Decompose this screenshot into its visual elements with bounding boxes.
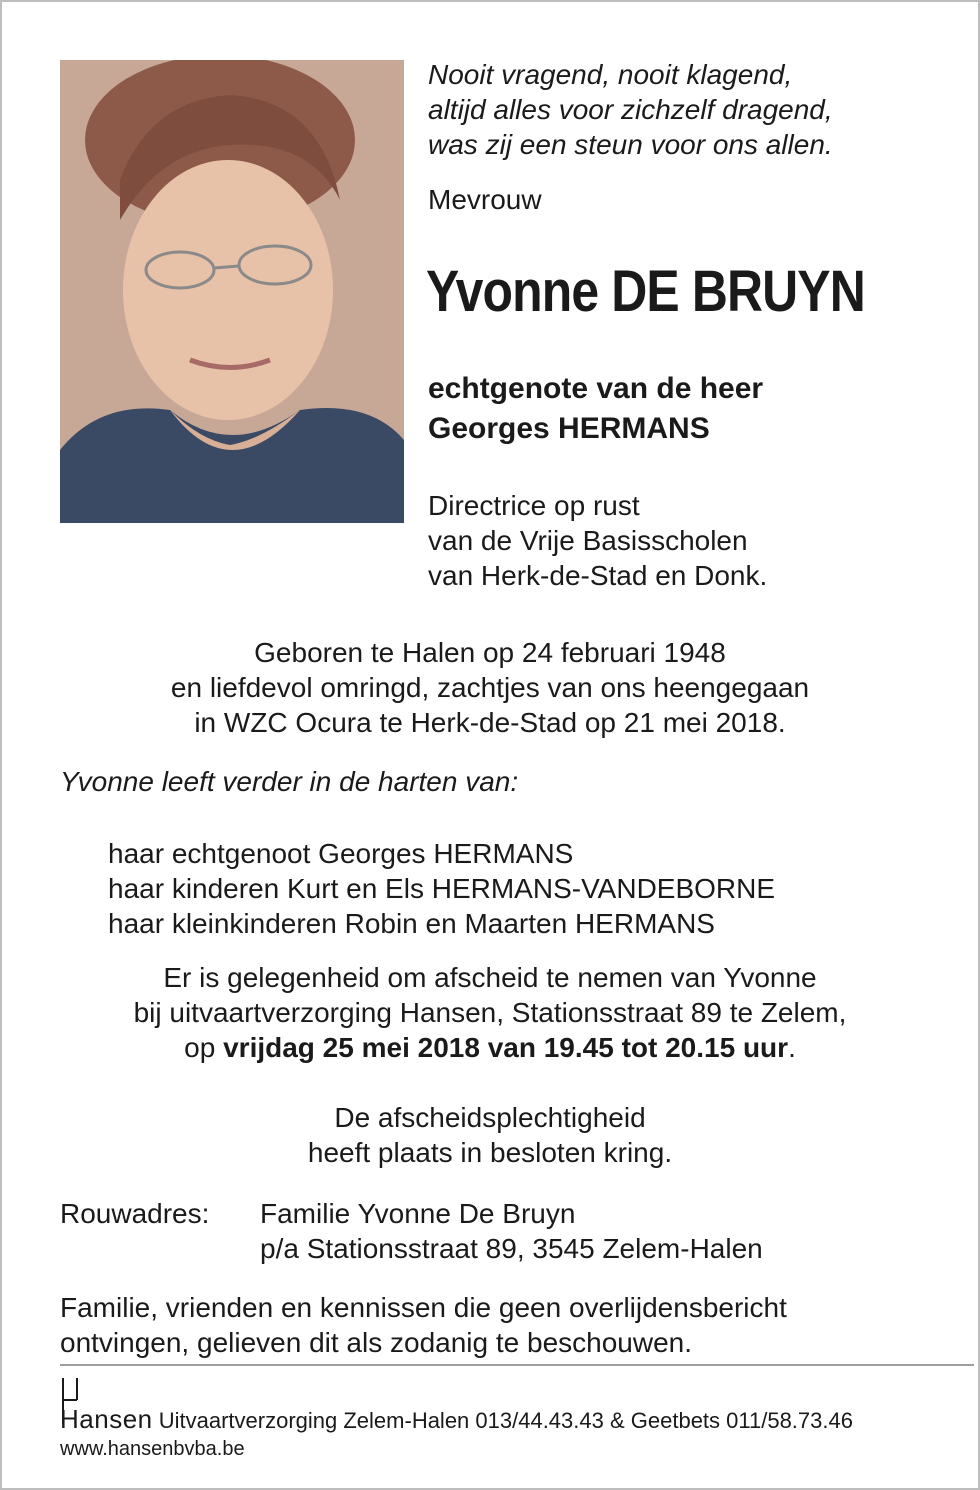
family-member-1: haar echtgenoot Georges HERMANS: [108, 838, 574, 869]
visitation-line-1: Er is gelegenheid om afscheid te nemen van Yvonne: [163, 962, 817, 993]
visitation-suffix: .: [788, 1032, 796, 1063]
poem-line-2: altijd alles voor zichzelf dragend,: [428, 94, 833, 125]
footer-divider: [60, 1364, 974, 1366]
salutation: Mevrouw: [428, 184, 542, 215]
visitation-prefix: op: [184, 1032, 224, 1063]
family-member-3: haar kleinkinderen Robin en Maarten HERMANS: [108, 908, 715, 939]
poem-line-3: was zij een steun voor ons allen.: [428, 129, 833, 160]
visitation-line-2: bij uitvaartverzorging Hansen, Stationsstraat 89 te Zelem,: [133, 997, 847, 1028]
poem-line-1: Nooit vragend, nooit klagend,: [428, 59, 793, 90]
portrait-photo: [60, 60, 404, 523]
dates-line-2: en liefdevol omringd, zachtjes van ons heengegaan: [170, 672, 810, 703]
portrait-illustration: [60, 60, 404, 523]
visitation-line-3: [2, 1030, 978, 1065]
career-line-2: van de Vrije Basisscholen: [428, 525, 748, 556]
ceremony-line-2: heeft plaats in besloten kring.: [307, 1137, 673, 1168]
footer-contact: [60, 1404, 853, 1435]
footer-brand: Hansen: [60, 1404, 153, 1434]
visitation-datetime: vrijdag 25 mei 2018 van 19.45 tot 20.15 uur: [223, 1032, 789, 1063]
remembrance-intro: Yvonne leeft verder in de harten van:: [60, 766, 519, 797]
closing-line-2: ontvingen, gelieven dit als zodanig te beschouwen.: [60, 1327, 692, 1358]
address-line-1: Familie Yvonne De Bruyn: [260, 1198, 576, 1229]
address-line-2: p/a Stationsstraat 89, 3545 Zelem-Halen: [260, 1233, 763, 1264]
footer-details: Uitvaartverzorging Zelem-Halen 013/44.43.43 & Geetbets 011/58.73.46: [152, 1408, 853, 1433]
spouse-line-2: Georges HERMANS: [428, 412, 710, 445]
dates-line-3: in WZC Ocura te Herk-de-Stad op 21 mei 2018.: [194, 707, 786, 738]
family-member-2: haar kinderen Kurt en Els HERMANS-VANDEBORNE: [108, 873, 776, 904]
career-line-1: Directrice op rust: [428, 490, 640, 521]
closing-line-1: Familie, vrienden en kennissen die geen overlijdensbericht: [60, 1292, 787, 1323]
footer-website: www.hansenbvba.be: [60, 1438, 245, 1460]
dates-line-1: Geboren te Halen op 24 februari 1948: [254, 637, 726, 668]
spouse-line-1: echtgenote van de heer: [428, 372, 764, 405]
deceased-name: Yvonne DE BRUYN: [426, 259, 865, 324]
ceremony-line-1: De afscheidsplechtigheid: [334, 1102, 646, 1133]
address-label: Rouwadres:: [60, 1198, 210, 1229]
career-line-3: van Herk-de-Stad en Donk.: [428, 560, 768, 591]
